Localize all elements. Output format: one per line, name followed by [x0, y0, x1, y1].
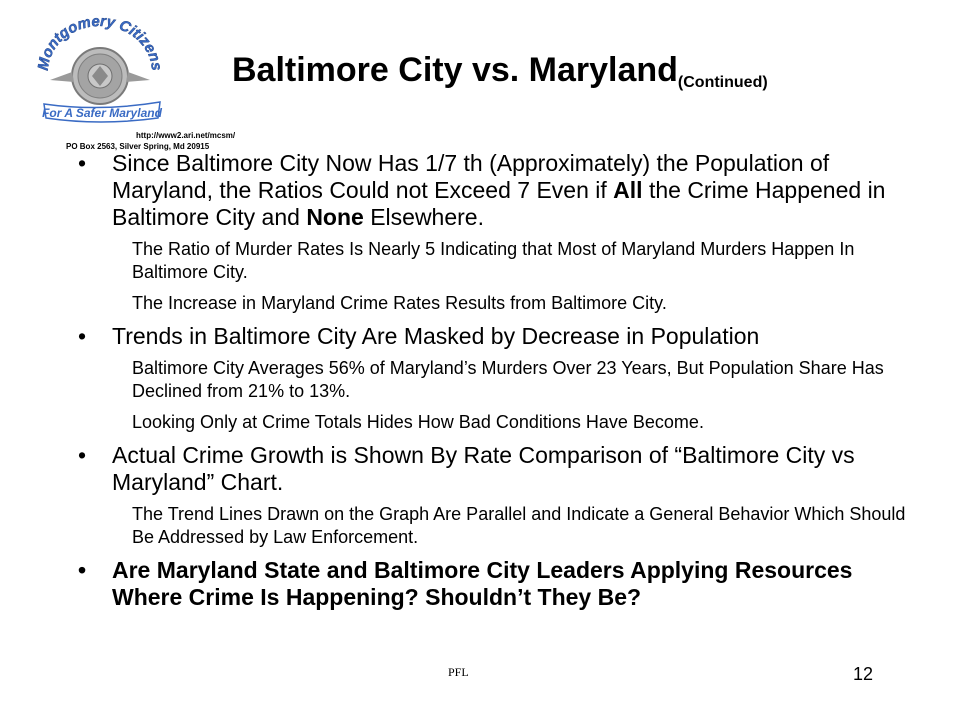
bullet-2-text: Trends in Baltimore City Are Masked by Decrease in Population	[112, 323, 760, 349]
slide-title-suffix: (Continued)	[677, 74, 768, 91]
logo-graphic	[30, 14, 180, 132]
sub-bullet-2-1: Baltimore City Averages 56% of Maryland’s Murders Over 23 Years, But Population Share Has Declined from 21% to 13%.	[132, 358, 884, 401]
bullet-4	[78, 557, 918, 611]
organization-logo	[30, 14, 236, 151]
bullet-dot: •	[78, 442, 87, 468]
logo-banner-text: For A Safer Maryland	[42, 106, 162, 120]
bullet-2	[78, 323, 918, 350]
sub-bullet-1-2: The Increase in Maryland Crime Rates Results from Baltimore City.	[132, 293, 667, 313]
logo-url: http://www2.ari.net/mcsm/	[136, 131, 236, 140]
bullet-1	[78, 150, 918, 231]
logo-address: PO Box 2563, Silver Spring, Md 20915	[66, 142, 210, 151]
page-number: 12	[853, 664, 874, 684]
bullet-4-text: Are Maryland State and Baltimore City Leaders Applying Resources Where Crime Is Happening? Shouldn’t They Be?	[112, 557, 853, 610]
bullet-3	[78, 442, 918, 496]
bullet-dot: •	[78, 323, 87, 349]
sub-bullet-3-1: The Trend Lines Drawn on the Graph Are Parallel and Indicate a General Behavior Which Should Be Addressed by Law Enforcement.	[132, 504, 906, 547]
bullet-1-text-mid: the Crime Happened in Baltimore City and	[112, 177, 886, 230]
bullet-3-text: Actual Crime Growth is Shown By Rate Comparison of “Baltimore City vs Maryland” Chart.	[112, 442, 855, 495]
bullet-1-emphasis-none: None	[306, 204, 364, 230]
sub-bullet-2-2: Looking Only at Crime Totals Hides How Bad Conditions Have Become.	[132, 412, 704, 432]
slide-title-main: Baltimore City vs. Maryland	[232, 51, 678, 89]
sub-bullet-1-1: The Ratio of Murder Rates Is Nearly 5 Indicating that Most of Maryland Murders Happen In Baltimore City.	[132, 239, 855, 282]
bullet-dot: •	[78, 150, 87, 176]
slide-content	[78, 150, 918, 618]
footer-label: PFL	[448, 665, 469, 679]
bullet-1-emphasis-all: All	[613, 177, 643, 203]
bullet-1-text-pre: Since Baltimore City Now Has 1/7 th (Approximately) the Population of Maryland, the Ratios Could not Exceed 7 Even if	[112, 150, 830, 203]
bullet-dot: •	[78, 557, 87, 583]
bullet-1-text-post: Elsewhere.	[363, 204, 484, 230]
slide-title	[232, 51, 768, 90]
logo-arc-text: Montgomery Citizens	[34, 14, 166, 72]
